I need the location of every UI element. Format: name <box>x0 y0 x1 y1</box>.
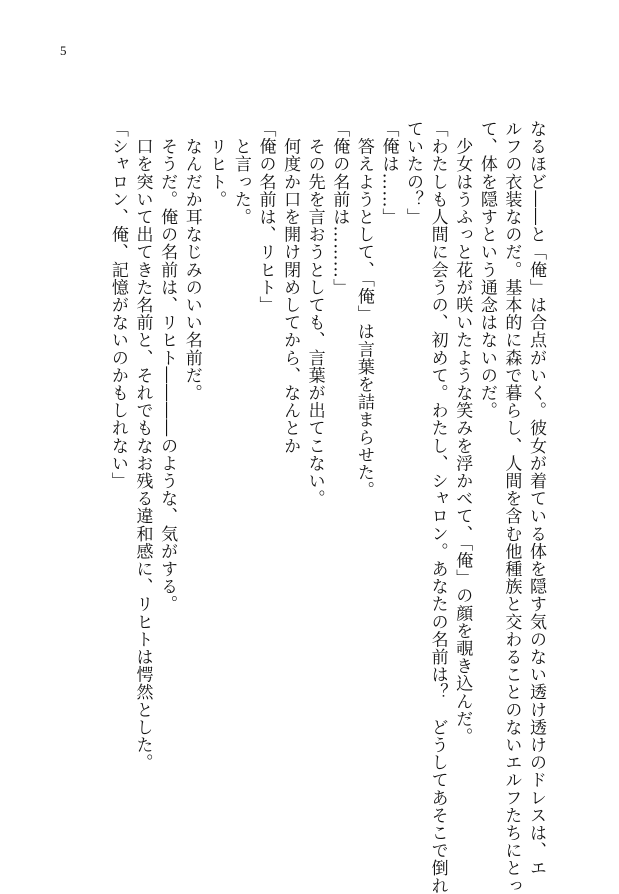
text-line: 「俺の名前は………」 <box>329 120 350 296</box>
text-line: そうだ。俺の名前は、リヒト――――のような、気がする。 <box>157 120 178 613</box>
vertical-text-body <box>78 120 548 894</box>
text-line: 「シャロン、俺、記憶がないのかもしれない」 <box>107 120 128 490</box>
text-line: 「俺の名前は、リヒト」 <box>255 120 276 314</box>
text-line: なんだか耳なじみのいい名前だ。 <box>181 120 202 402</box>
text-line: リヒト。 <box>206 120 227 208</box>
text-line: と言った。 <box>230 120 251 226</box>
text-line: 「わたしも人間に会うの、初めて。わたし、シャロン。あなたの名前は？ どうしてあそこで倒れ <box>427 120 448 894</box>
page-number: 5 <box>60 43 67 58</box>
text-line: 何度か口を開け閉めしてから、なんとか <box>280 120 301 455</box>
text-line: て、体を隠すという通念はないのだ。 <box>476 120 497 420</box>
text-line: その先を言おうとしても、言葉が出てこない。 <box>304 120 325 508</box>
text-line: 口を突いて出てきた名前と、それでもなお残る違和感に、リヒトは愕然とした。 <box>132 120 153 772</box>
text-line: ルフの衣装なのだ。基本的に森で暮らし、人間を含む他種族と交わることのないエルフたちにとっ <box>501 120 522 894</box>
text-line: なるほど――と「俺」は合点がいく。彼女が着ている体を隠す気のない透け透けのドレスは、エ <box>526 120 546 877</box>
text-line: 少女はうふっと花が咲いたような笑みを浮かべて、「俺」の顔を覗き込んだ。 <box>452 120 473 746</box>
text-line: 「俺は……」 <box>378 120 399 226</box>
text-line: ていたの？」 <box>403 120 424 226</box>
text-line: 答えようとして、「俺」は言葉を詰まらせた。 <box>353 120 374 499</box>
